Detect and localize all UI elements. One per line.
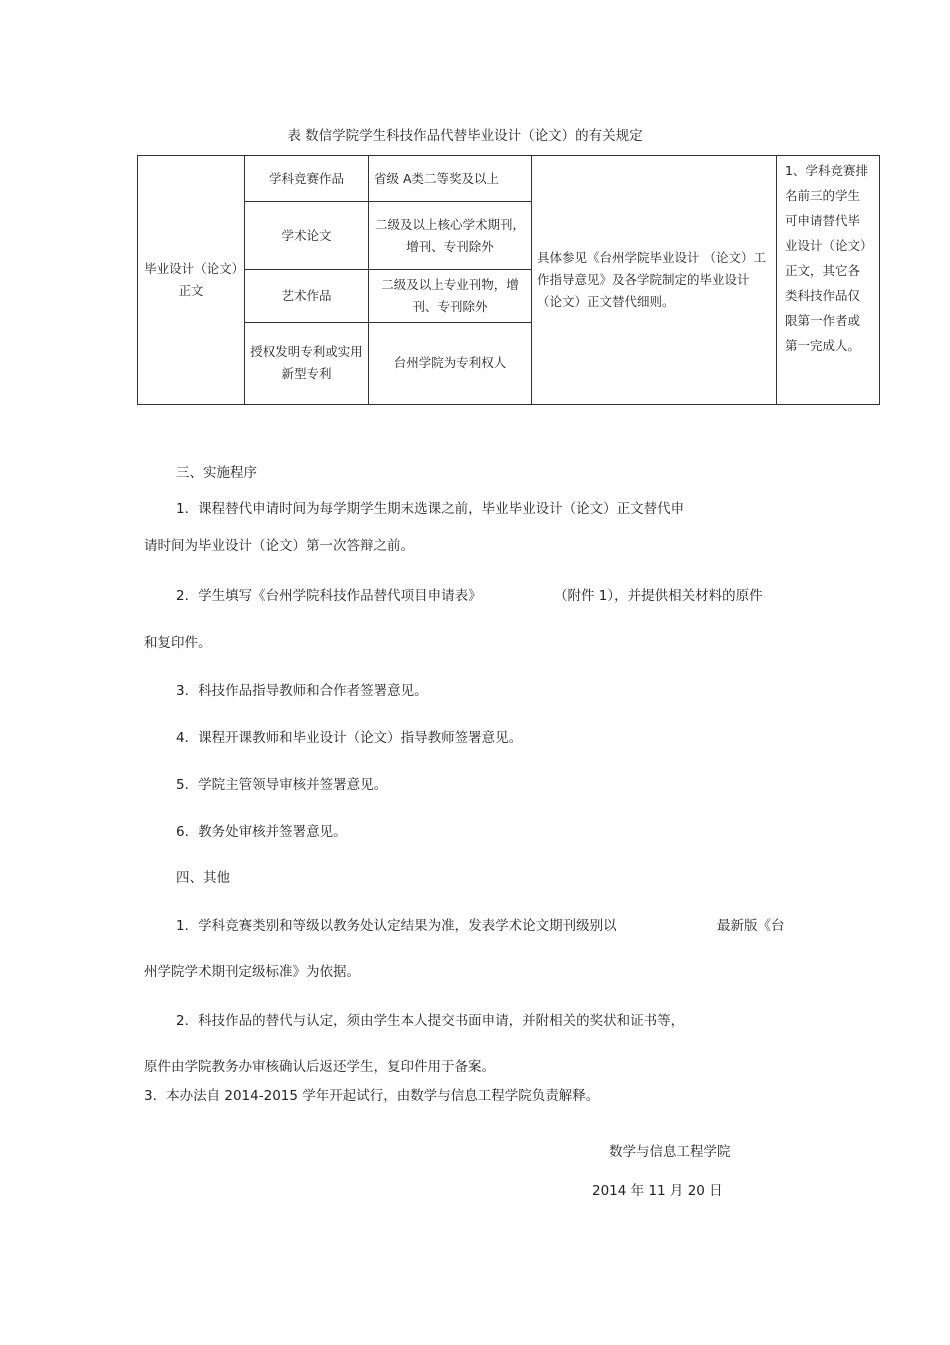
table-cell-requirement: 二级及以上专业刊物，增刊、专刊除外 [369,270,532,322]
section3-item1-line2: 请时间为毕业设计（论文）第一次答辩之前。 [144,538,414,554]
signature-org: 数学与信息工程学院 [609,1144,731,1160]
section4-item2-line1: 2．科技作品的替代与认定，须由学生本人提交书面申请，并附相关的奖状和证书等， [176,1013,685,1029]
section3-item4: 4．课程开课教师和毕业设计（论文）指导教师签署意见。 [176,730,523,746]
table-cell-type: 学术论文 [245,202,369,270]
signature-date: 2014 年 11 月 20 日 [592,1183,723,1199]
section3-item2-attachment: （附件 1），并提供相关材料的原件 [554,588,763,604]
table-cell-type: 艺术作品 [245,270,369,322]
table-cell-requirement: 二级及以上核心学术期刊，增刊、专刊除外 [369,202,532,270]
section4-item1-line1: 1．学科竞赛类别和等级以教务处认定结果为准，发表学术论文期刊级别以 [176,918,617,934]
section3-item5: 5．学院主管领导审核并签署意见。 [176,777,388,793]
section3-item2-line2: 和复印件。 [144,635,212,651]
category-cell: 毕业设计（论文）正文 [138,156,245,405]
section4-heading: 四、其他 [176,870,230,886]
section3-item3: 3．科技作品指导教师和合作者签署意见。 [176,683,428,699]
note-cell: 1、学科竞赛排名前三的学生可申请替代毕业设计（论文）正文，其它各类科技作品仅限第一作者或第一完成人。 [777,156,880,405]
section3-item2-line1: 2．学生填写《台州学院科技作品替代项目申请表》 [176,588,482,604]
table-caption: 表 数信学院学生科技作品代替毕业设计（论文）的有关规定 [287,128,643,144]
reference-cell: 具体参见《台州学院毕业设计 （论文）工作指导意见》及各学院制定的毕业设计（论文）正文替代细则。 [532,156,777,405]
section4-item3: 3．本办法自 2014-2015 学年开起试行，由数学与信息工程学院负责解释。 [144,1088,600,1104]
table-cell-requirement: 台州学院为专利权人 [369,322,532,404]
section4-item1-standard: 最新版《台 [717,918,785,934]
section3-heading: 三、实施程序 [176,465,257,481]
regulation-table [137,155,880,405]
table-cell-type: 学科竞赛作品 [245,156,369,202]
section4-item1-line2: 州学院学术期刊定级标准》为依据。 [144,964,360,980]
table-cell-requirement: 省级 A类二等奖及以上 [369,156,532,202]
section3-item6: 6．教务处审核并签署意见。 [176,824,347,840]
table-cell-type: 授权发明专利或实用新型专利 [245,322,369,404]
section3-item1-line1: 1．课程替代申请时间为每学期学生期末选课之前，毕业毕业设计（论文）正文替代申 [176,501,685,517]
section4-item2-line2: 原件由学院教务办审核确认后返还学生，复印件用于备案。 [144,1059,495,1075]
